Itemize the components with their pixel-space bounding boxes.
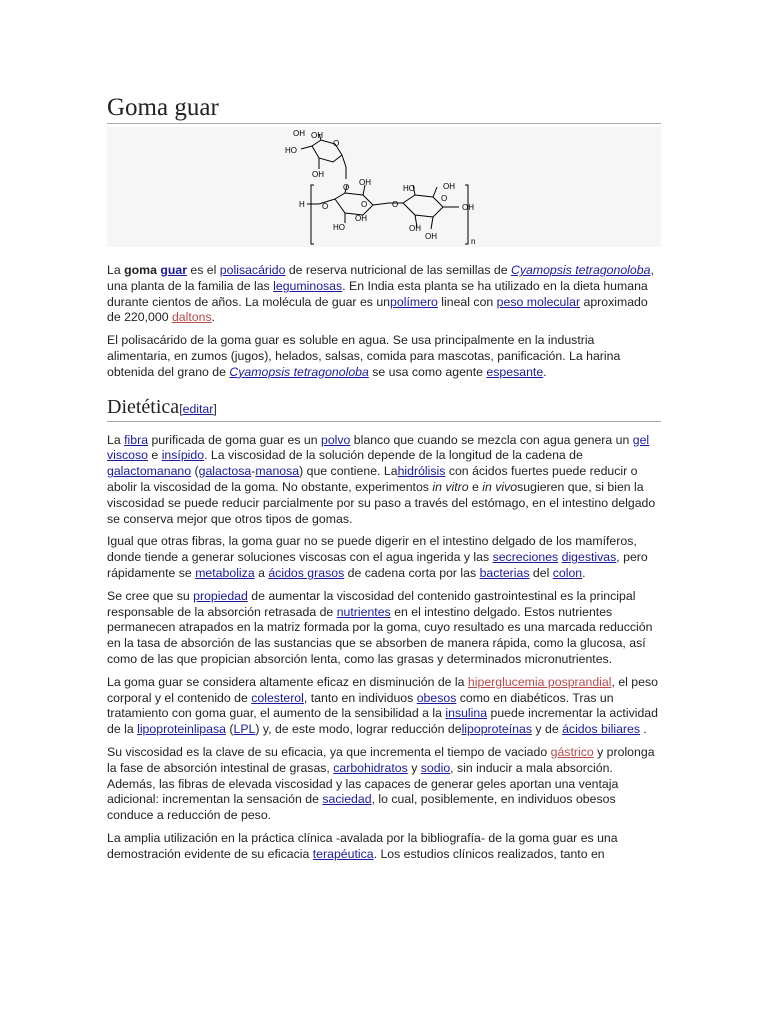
svg-text:OH: OH xyxy=(311,131,323,140)
page-title: Goma guar xyxy=(107,93,661,124)
svg-text:OH: OH xyxy=(293,129,305,138)
link-daltons[interactable]: daltons xyxy=(171,310,212,325)
link-hidrolisis[interactable]: hidrólisis xyxy=(397,464,446,479)
link-galactosa[interactable]: galactosa xyxy=(198,464,252,479)
svg-text:O: O xyxy=(333,139,340,148)
uses-paragraph: El polisacárido de la goma guar es soluble en agua. Se usa principalmente en la industria alimentaria, en zumos (jugos), helados, salsas, comida para mascotas, panificación. La harina obtenida del grano de Cyamopsis tetragonoloba se usa como agente espesante. xyxy=(107,333,621,379)
svg-text:HO: HO xyxy=(333,223,345,232)
svg-text:OH: OH xyxy=(462,203,474,212)
viscosity-paragraph: Se cree que su propiedad de aumentar la viscosidad del contenido gastrointestinal es la principal responsable de la absorción retrasada de nutrientes en el intestino delgado. Estos nutrientes permanecen atrapados en la matriz formada por la goma, cuyo resultado es una marcada reducción en la tasa de absorción de las sustancias que se absorben de manera rápida, como la glucosa, así como de las que propician absorción lenta, como las grasas y determinados micronutrientes. xyxy=(107,588,653,666)
edit-section-link[interactable]: editar xyxy=(182,401,214,416)
svg-text:HO: HO xyxy=(285,146,297,155)
link-insulina[interactable]: insulina xyxy=(445,706,488,721)
link-leguminosas[interactable]: leguminosas xyxy=(273,278,343,293)
link-cyamopsis-2[interactable]: Cyamopsis tetragonoloba xyxy=(229,364,369,379)
svg-text:O: O xyxy=(322,202,329,211)
link-fibra[interactable]: fibra xyxy=(124,432,149,447)
fiber-paragraph: La fibra purificada de goma guar es un polvo blanco que cuando se mezcla con agua genera un gel viscoso e insípido. La viscosidad de la solución depende de la longitud de la cadena de galactomanano (galactosa-manosa) que contiene. Lahidrólisis con ácidos fuertes puede reducir o abolir la viscosidad de la goma. No obstante, experimentos in vitro e in vivosugieren que, si bien la viscosidad se puede reducir parcialmente por su paso a través del estómago, en el intestino delgado se conserva mejor que otros tipos de gomas. xyxy=(107,432,656,526)
link-polimero[interactable]: polímero xyxy=(390,294,438,309)
svg-text:OH: OH xyxy=(425,232,437,241)
link-polvo[interactable]: polvo xyxy=(320,432,351,447)
svg-text:OH: OH xyxy=(409,224,421,233)
link-manosa[interactable]: manosa xyxy=(255,464,300,479)
svg-text:n: n xyxy=(471,237,476,246)
link-sodio[interactable]: sodio xyxy=(420,760,451,775)
link-digestivas[interactable]: digestivas xyxy=(561,550,617,565)
link-guar[interactable]: guar xyxy=(160,263,187,277)
link-acidos-grasos[interactable]: ácidos grasos xyxy=(268,565,345,580)
link-gastrico[interactable]: gástrico xyxy=(550,744,594,759)
svg-text:H: H xyxy=(299,200,305,209)
link-polisacarido[interactable]: polisacárido xyxy=(219,263,286,277)
article xyxy=(107,93,661,863)
link-propiedad[interactable]: propiedad xyxy=(193,588,248,603)
link-lipoproteinas[interactable]: lipoproteínas xyxy=(461,722,532,737)
link-bacterias[interactable]: bacterias xyxy=(479,565,530,580)
link-hiperglucemia[interactable]: hiperglucemia posprandial xyxy=(467,674,612,689)
svg-text:O: O xyxy=(361,200,368,209)
guar-gum-structure-diagram xyxy=(107,127,661,247)
clinical-paragraph: La amplia utilización en la práctica clínica -avalada por la bibliografía- de la goma guar es una demostración evidente de su eficacia terapéutica. Los estudios clínicos realizados, tanto en xyxy=(107,830,618,861)
link-carbohidratos[interactable]: carbohidratos xyxy=(333,760,408,775)
svg-text:O: O xyxy=(343,183,350,192)
link-secreciones[interactable]: secreciones xyxy=(492,550,559,565)
link-gel[interactable]: gel xyxy=(632,432,650,447)
link-galactomanano[interactable]: galactomanano xyxy=(107,464,192,479)
svg-text:HO: HO xyxy=(403,184,415,193)
link-cyamopsis[interactable]: Cyamopsis tetragonoloba xyxy=(510,263,651,277)
svg-text:OH: OH xyxy=(359,178,371,187)
intro-paragraph: La goma guar es el polisacárido de reserva nutricional de las semillas de Cyamopsis tetragonoloba, una planta de la familia de las leguminosas. En India esta planta se ha utilizado en la dieta humana durante cientos de años. La molécula de guar es unpolímero lineal con peso molecular aproximado de 220,000 daltons. xyxy=(107,263,654,325)
link-nutrientes[interactable]: nutrientes xyxy=(336,604,391,619)
link-insipido[interactable]: insípido xyxy=(161,448,205,463)
efficacy-paragraph: La goma guar se considera altamente eficaz en disminución de la hiperglucemia posprandial, el peso corporal y el contenido de colesterol, tanto en individuos obesos como en diabéticos. Tras un tratamiento con goma guar, el aumento de la sensibilidad a la insulina puede incrementar la actividad de la lipoproteinlipasa (LPL) y, de este modo, lograr reducción delipoproteínas y de ácidos biliares . xyxy=(107,674,658,737)
guar-gum-structure-figure xyxy=(107,127,661,247)
link-lipoproteinlipasa[interactable]: lipoproteinlipasa xyxy=(137,722,226,737)
link-obesos[interactable]: obesos xyxy=(416,690,457,705)
link-colesterol[interactable]: colesterol xyxy=(251,690,304,705)
svg-text:OH: OH xyxy=(443,182,455,191)
link-saciedad[interactable]: saciedad xyxy=(322,792,372,807)
link-espesante[interactable]: espesante xyxy=(486,364,544,379)
link-viscoso[interactable]: viscoso xyxy=(107,448,149,463)
link-colon[interactable]: colon xyxy=(552,565,583,580)
svg-text:O: O xyxy=(392,200,399,209)
digestion-paragraph: Igual que otras fibras, la goma guar no se puede digerir en el intestino delgado de los mamíferos, donde tiende a generar soluciones viscosas con el agua ingerida y las secreciones digestivas, pero rápidamente se metaboliza a ácidos grasos de cadena corta por las bacterias del colon. xyxy=(107,534,648,580)
link-terapeutica[interactable]: terapéutica xyxy=(312,846,374,861)
link-peso-molecular[interactable]: peso molecular xyxy=(496,294,581,309)
link-acidos-biliares[interactable]: ácidos biliares xyxy=(562,722,640,737)
link-lpl[interactable]: LPL xyxy=(233,722,256,737)
svg-text:O: O xyxy=(441,194,448,203)
svg-text:OH: OH xyxy=(355,214,367,223)
absorption-paragraph: Su viscosidad es la clave de su eficacia, ya que incrementa el tiempo de vaciado gástrico y prolonga la fase de absorción intestinal de grasas, carbohidratos y sodio, sin inducir a mala absorción. Además, las fibras de elevada viscosidad y las capaces de generar geles aportan una ventaja adicional: incrementan la sensación de saciedad, lo cual, posiblemente, en individuos obesos conduce a reducción de peso. xyxy=(107,744,655,823)
section-heading-dietetica: Dietética[editar] xyxy=(107,395,661,422)
svg-text:OH: OH xyxy=(312,170,324,179)
link-metaboliza[interactable]: metaboliza xyxy=(195,565,255,580)
